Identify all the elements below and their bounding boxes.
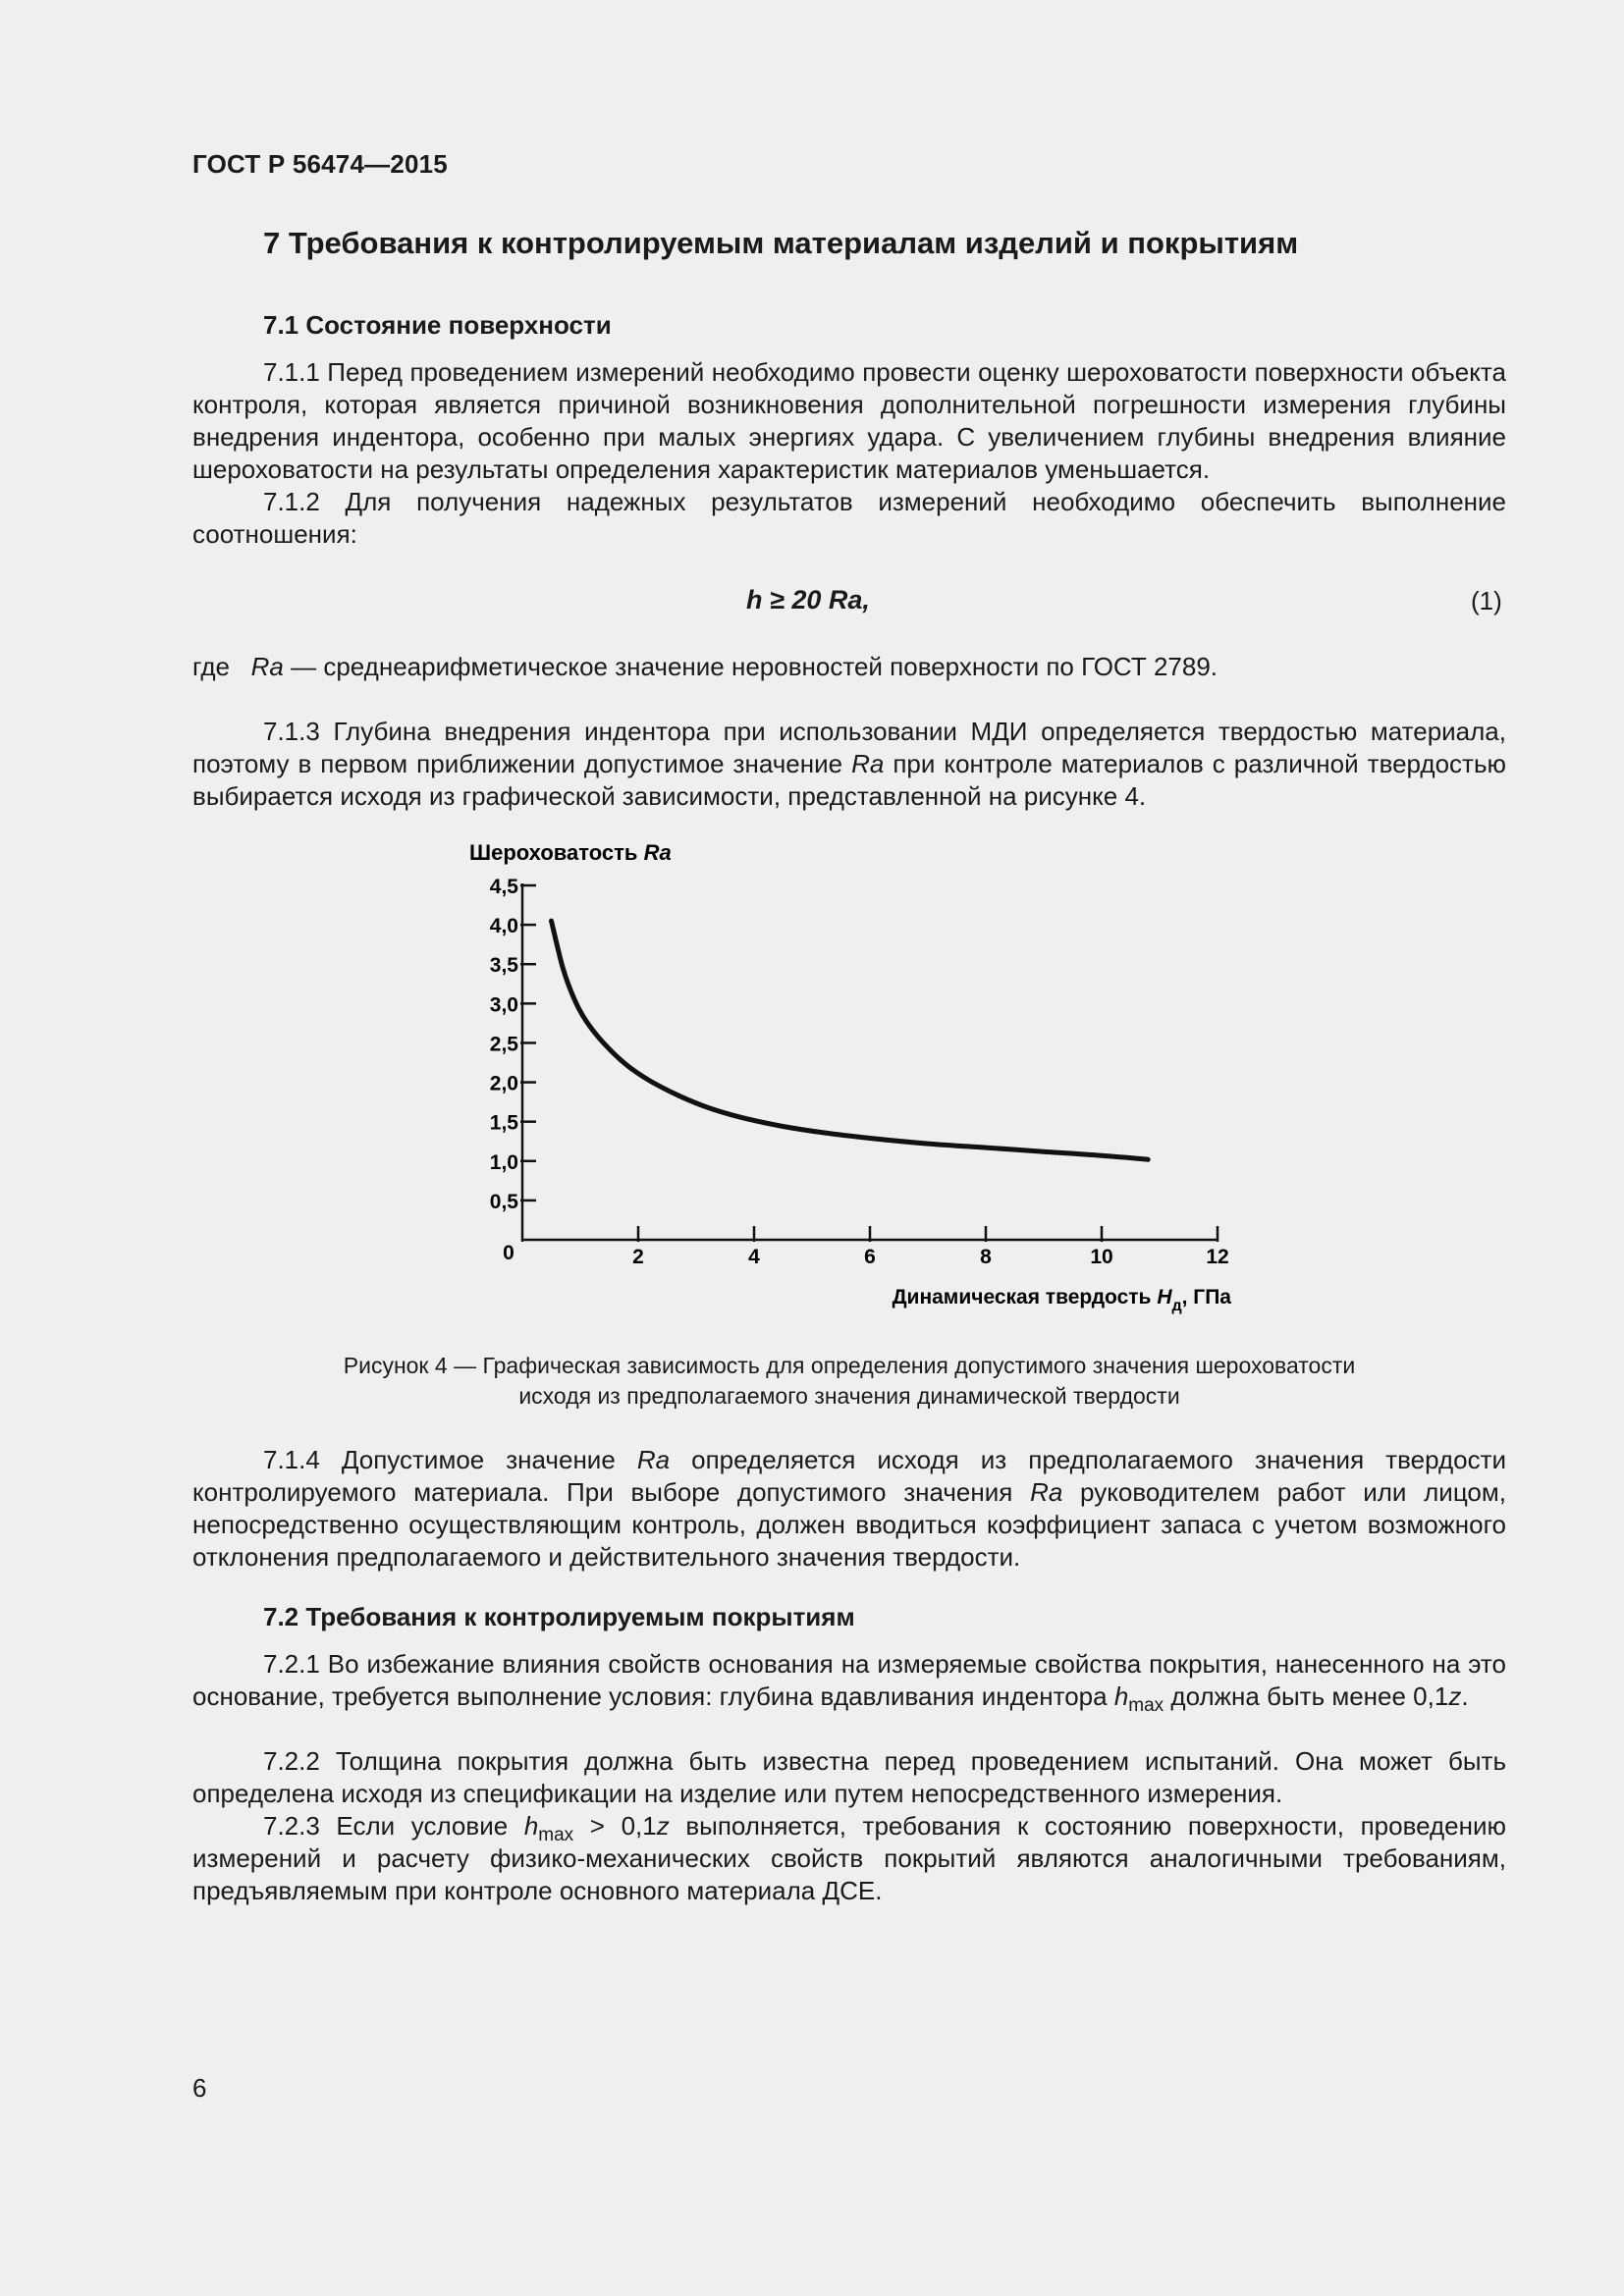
origin-label: 0 (503, 1242, 514, 1264)
figure-caption (192, 1351, 1506, 1412)
y-tick-label: 2,0 (489, 1072, 518, 1095)
x-tick-label: 12 (1206, 1246, 1229, 1268)
page-number: 6 (192, 2073, 207, 2103)
x-ticks (632, 1226, 1229, 1268)
where-symbol: Ra (250, 652, 284, 681)
paragraph-7-1-1: 7.1.1 Перед проведением измерений необходимо провести оценку шероховатости поверхности объекта контроля, которая является причиной возникновения дополнительной погрешности измерения глубины внедрения индентора, особенно при малых энергиях удара. С увеличением глубины внедрения влияние шероховатости на результаты определения характеристик материалов уменьшается. (192, 357, 1506, 484)
y-tick-label: 3,0 (489, 993, 518, 1017)
subsection-title-7-2: 7.2 Требования к контролируемым покрытиям (263, 1602, 855, 1631)
chart-ylabel: Шероховатость Ra (469, 840, 672, 865)
formula-legend (192, 652, 1218, 682)
y-tick-label: 4,0 (489, 915, 518, 938)
paragraph-7-2-3: 7.2.3 Если условие $h_{max} > 0,1z$ выполняется, требования к состоянию поверхности, проведению измерений и расчету физико-механических свойств покрытий являются аналогичными требованиям, предъявляемым при контроле основного материала ДСЕ. (192, 1811, 1506, 1905)
x-tick-label: 6 (864, 1246, 876, 1268)
x-tick-label: 2 (632, 1246, 644, 1268)
figure-caption-line1: Рисунок 4 — Графическая зависимость для определения допустимого значения шероховатости (343, 1353, 1356, 1378)
y-ticks (490, 876, 536, 1213)
paragraph-7-1-4: 7.1.4 Допустимое значение Ra определяется исходя из предполагаемого значения твердости контролируемого материала. При выборе допустимого значения Ra руководителем работ или лицом, непосредственно осуществляющим контроль, должен вводиться коэффициент запаса с учетом возможного отклонения предполагаемого и действительного значения твердости. (192, 1445, 1507, 1572)
paragraph-7-1-2: 7.1.2 Для получения надежных результатов измерений необходимо обеспечить выполнение соотношения: (192, 487, 1506, 549)
x-tick-label: 8 (980, 1246, 992, 1268)
figure-caption-line2: исходя из предполагаемого значения динамической твердости (518, 1383, 1180, 1409)
y-tick-label: 1,0 (489, 1150, 518, 1174)
formula-number: (1) (1471, 586, 1502, 615)
paragraph-7-1-3: 7.1.3 Глубина внедрения индентора при использовании МДИ определяется твердостью материала, поэтому в первом приближении допустимое значение Ra при контроле материалов с различной твердостью выбирается исходя из графической зависимости, представленной на рисунке 4. (192, 717, 1506, 811)
document-header: ГОСТ Р 56474—2015 (192, 149, 448, 179)
y-tick-label: 0,5 (489, 1190, 518, 1213)
paragraph-7-2-1: 7.2.1 Во избежание влияния свойств основания на измеряемые свойства покрытия, нанесенного на это основание, требуется выполнение условия: глубина вдавливания индентора $h_{max}$ должна быть менее 0,1z. (192, 1649, 1506, 1716)
roughness-chart (452, 834, 1257, 1315)
subsection-title-7-1: 7.1 Состояние поверхности (263, 310, 612, 340)
chart-xlabel: Динамическая твердость $H_д$, ГПа (892, 1286, 1231, 1314)
where-label: где (192, 652, 230, 681)
x-tick-label: 10 (1090, 1246, 1113, 1268)
y-tick-label: 4,5 (489, 876, 518, 898)
y-tick-label: 1,5 (489, 1111, 518, 1135)
where-text: — среднеарифметическое значение неровностей поверхности по ГОСТ 2789. (291, 652, 1218, 681)
paragraph-7-2-2: 7.2.2 Толщина покрытия должна быть известна перед проведением испытаний. Она может быть определена исходя из спецификации на изделие или путем непосредственного измерения. (192, 1746, 1506, 1808)
formula-1: h ≥ 20 Ra, (746, 585, 870, 614)
section-title: 7 Требования к контролируемым материалам изделий и покрытиям (263, 226, 1299, 260)
x-tick-label: 4 (748, 1246, 760, 1268)
y-tick-label: 2,5 (489, 1033, 518, 1056)
y-tick-label: 3,5 (489, 954, 518, 978)
roughness-curve (552, 921, 1149, 1159)
